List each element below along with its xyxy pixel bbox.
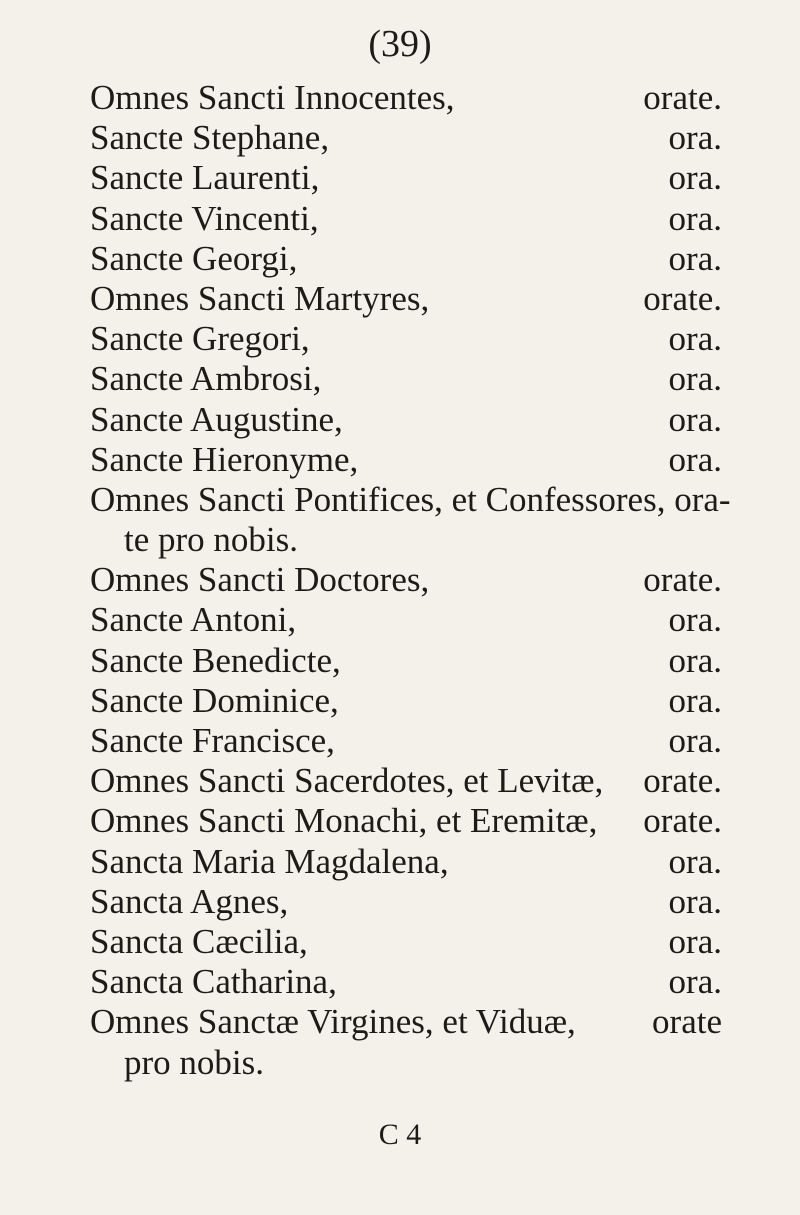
litany-line <box>90 962 722 1002</box>
response: ora. <box>668 158 722 198</box>
response: ora. <box>668 921 722 961</box>
signature-mark: C 4 <box>378 1118 422 1151</box>
invocation: Sancte Georgi, <box>90 238 298 278</box>
litany-line <box>90 721 722 761</box>
response: ora. <box>668 600 722 640</box>
response: ora. <box>668 841 722 881</box>
litany-text <box>90 78 731 1083</box>
response: ora. <box>668 881 722 921</box>
litany-line <box>90 78 722 118</box>
litany-line <box>90 801 722 841</box>
invocation: Sancta Cæcilia, <box>90 921 308 961</box>
invocation: Sancte Francisce, <box>90 721 335 760</box>
response: ora. <box>668 198 722 238</box>
litany-line <box>90 1043 722 1083</box>
response: ora. <box>668 962 722 1002</box>
litany-line <box>90 239 722 279</box>
response: ora. <box>668 680 722 720</box>
invocation: Sancte Dominice, <box>90 680 339 720</box>
response: orate. <box>643 278 722 318</box>
invocation: Omnes Sancti Doctores, <box>90 560 430 600</box>
litany-line <box>90 922 722 962</box>
response: orate. <box>643 801 722 841</box>
invocation: Sancta Maria Magdalena, <box>90 841 449 881</box>
response: orate. <box>643 78 722 117</box>
response: ora. <box>668 238 722 278</box>
invocation: Omnes Sancti Monachi, et Eremitæ, <box>90 801 598 841</box>
response: ora. <box>668 118 722 158</box>
litany-line <box>90 882 722 922</box>
litany-line <box>90 1002 722 1042</box>
litany-line <box>90 600 722 640</box>
litany-line <box>90 479 731 520</box>
invocation: Sancte Augustine, <box>90 399 343 439</box>
invocation: Sancte Ambrosi, <box>90 359 322 399</box>
litany-line <box>90 681 722 721</box>
invocation: Sancte Laurenti, <box>90 158 320 198</box>
litany-line <box>90 279 722 319</box>
invocation: Omnes Sancti Innocentes, <box>90 78 455 117</box>
invocation: Sancte Stephane, <box>90 118 330 158</box>
page-number: (39) <box>368 23 432 65</box>
litany-line <box>90 641 722 681</box>
invocation: Omnes Sanctæ Virgines, et Viduæ, <box>90 1002 576 1042</box>
response: orate <box>652 1002 722 1042</box>
litany-line <box>90 440 722 480</box>
invocation: Omnes Sancti Sacerdotes, et Levitæ, <box>90 761 604 801</box>
litany-line <box>90 560 722 600</box>
litany-line <box>90 520 722 560</box>
litany-line <box>90 158 722 198</box>
litany-line <box>90 842 722 882</box>
invocation: Omnes Sancti Pontifices, et Confessores, ora- <box>90 479 731 519</box>
response: ora. <box>668 439 722 479</box>
response: ora. <box>668 721 722 760</box>
invocation: pro nobis. <box>124 1042 264 1082</box>
response: ora. <box>668 640 722 680</box>
litany-line <box>90 118 722 158</box>
litany-line <box>90 400 722 440</box>
response: ora. <box>668 319 722 359</box>
response: orate. <box>643 761 722 801</box>
invocation: Sancte Vincenti, <box>90 198 319 238</box>
invocation: Sancte Benedicte, <box>90 640 341 680</box>
invocation: Sancte Gregori, <box>90 319 310 359</box>
response: ora. <box>668 399 722 439</box>
invocation: Sancte Antoni, <box>90 600 297 640</box>
invocation: te pro nobis. <box>124 520 299 560</box>
invocation: Sancta Agnes, <box>90 881 289 921</box>
invocation: Sancte Hieronyme, <box>90 439 359 479</box>
invocation: Sancta Catharina, <box>90 962 337 1002</box>
response: orate. <box>643 560 722 600</box>
litany-line <box>90 319 722 359</box>
invocation: Omnes Sancti Martyres, <box>90 278 430 318</box>
litany-line <box>90 359 722 399</box>
litany-line <box>90 199 722 239</box>
response: ora. <box>668 359 722 399</box>
litany-line <box>90 761 722 801</box>
